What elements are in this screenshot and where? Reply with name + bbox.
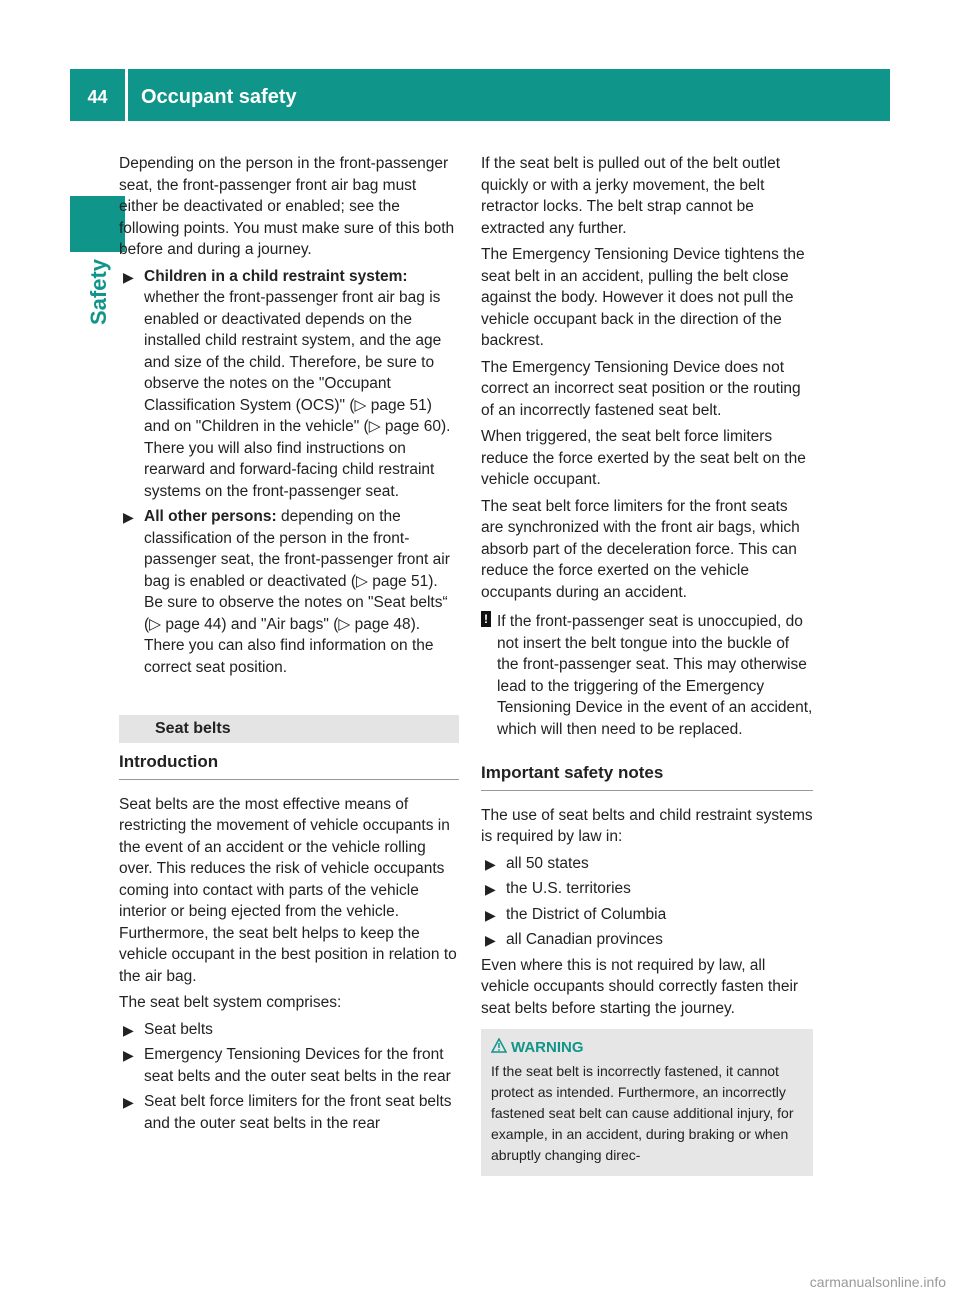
warning-heading (491, 1037, 803, 1058)
list-item-text: Emergency Tensioning Devices for the front seat belts and the outer seat belts in the rear (144, 1046, 451, 1085)
list-item (481, 929, 813, 951)
right-column (481, 153, 813, 1176)
list-item (119, 1019, 459, 1041)
page-number: 44 (87, 87, 108, 107)
side-tab (70, 196, 125, 252)
note-text: If the front-passenger seat is unoccupied, do not insert the belt tongue into the buckle of the front-passenger seat. This may otherwise lead to the triggering of the Emergency Tensioning Device in the event of an accident, which will then need to be replaced. (497, 613, 813, 738)
warning-text: If the seat belt is incorrectly fastened, it cannot protect as intended. Furthermore, an incorrectly fastened seat belt can cause additional injury, for example, in an accident, during braking or when abruptly changing direc- (491, 1063, 794, 1163)
list-item (481, 904, 813, 926)
left-column (119, 153, 459, 1138)
paragraph: The Emergency Tensioning Device tightens the seat belt in an accident, pulling the belt close against the body. However it does not pull the vehicle occupant back in the direction of the backrest. (481, 246, 805, 349)
bullet-icon: ▶ (123, 268, 134, 285)
list-item (481, 878, 813, 900)
list-item (119, 1091, 459, 1134)
list-item-text: all Canadian provinces (506, 931, 663, 948)
intro-paragraph: Depending on the person in the front-passenger seat, the front-passenger front air bag must either be deactivated or enabled; see the following points. You must make sure of this both before and during a journey. (119, 155, 455, 258)
bullet-icon: ▶ (123, 509, 134, 525)
warning-triangle-icon (491, 1038, 507, 1053)
subheading: Introduction (119, 751, 459, 780)
paragraph: The Emergency Tensioning Device does not correct an incorrect seat position or the routing of an incorrectly fastened seat belt. (481, 358, 801, 419)
caution-note (481, 611, 813, 740)
exclamation-icon: ! (481, 611, 491, 627)
paragraph: Even where this is not required by law, all vehicle occupants should correctly fasten their seat belts before starting the journey. (481, 956, 799, 1017)
list-item (119, 266, 459, 503)
paragraph: When triggered, the seat belt force limiters reduce the force exerted by the seat belt on the vehicle occupant. (481, 428, 806, 488)
bullet-icon: ▶ (485, 855, 496, 872)
bullet-icon: ▶ (485, 881, 496, 897)
list-item-text: all 50 states (506, 854, 589, 872)
paragraph: The use of seat belts and child restraint systems is required by law in: (481, 806, 813, 845)
section-heading: Seat belts (119, 715, 459, 743)
bullet-text: depending on the classification of the person in the front-passenger seat, the front-passenger front air bag is enabled or deactivated (▷ page 51). Be sure to observe the notes on "Seat belts“ (▷ page 44) and "Air bags" (▷ page 48). There you can also find information on the correct seat position. (144, 508, 450, 676)
list-item (119, 506, 459, 678)
paragraph: The seat belt force limiters for the front seats are synchronized with the front air bags, which absorb part of the deceleration force. This can reduce the force exerted on the vehicle occupants during an accident. (481, 497, 800, 601)
bullet-icon: ▶ (485, 906, 496, 923)
list-item-text: the District of Columbia (506, 905, 667, 923)
bullet-icon: ▶ (485, 932, 496, 948)
paragraph: The seat belt system comprises: (119, 994, 342, 1011)
bullet-title: All other persons: (144, 508, 277, 525)
list-item (119, 1044, 459, 1087)
subheading: Important safety notes (481, 762, 813, 791)
bullet-icon: ▶ (123, 1047, 134, 1063)
section-title: Occupant safety (141, 86, 297, 108)
paragraph: If the seat belt is pulled out of the belt outlet quickly or with a jerky movement, the belt retractor locks. The belt strap cannot be extracted any further. (481, 155, 781, 237)
watermark: carmanualsonline.info (809, 1274, 946, 1290)
list-item (481, 853, 813, 875)
bullet-text: whether the front-passenger front air bag is enabled or deactivated depends on the installed child restraint system, and the age and size of the child. Therefore, be sure to observe the notes on the "Occupant Classification System (OCS)" (▷ page 51) and on "Children in the vehicle" (▷ page 60). There you will also find instructions on rearward and forward-facing child restraint systems on the front-passenger seat. (144, 289, 451, 500)
warning-box (481, 1029, 813, 1176)
warning-title: WARNING (511, 1039, 584, 1056)
side-label: Safety (86, 258, 111, 325)
list-item-text: the U.S. territories (506, 880, 631, 897)
paragraph: Seat belts are the most effective means of restricting the movement of vehicle occupants in the event of an accident or the vehicle rolling over. This reduces the risk of vehicle occupants coming into contact with parts of the vehicle interior or being ejected from the vehicle. Furthermore, the seat belt helps to keep the vehicle occupant in the best position in relation to the air bag. (119, 795, 457, 985)
bullet-icon: ▶ (123, 1021, 134, 1038)
bullet-title: Children in a child restraint system: (144, 267, 408, 285)
header-divider (125, 69, 128, 121)
list-item-text: Seat belt force limiters for the front seat belts and the outer seat belts in the rear (144, 1093, 452, 1132)
bullet-icon: ▶ (123, 1094, 134, 1110)
list-item-text: Seat belts (144, 1020, 213, 1038)
